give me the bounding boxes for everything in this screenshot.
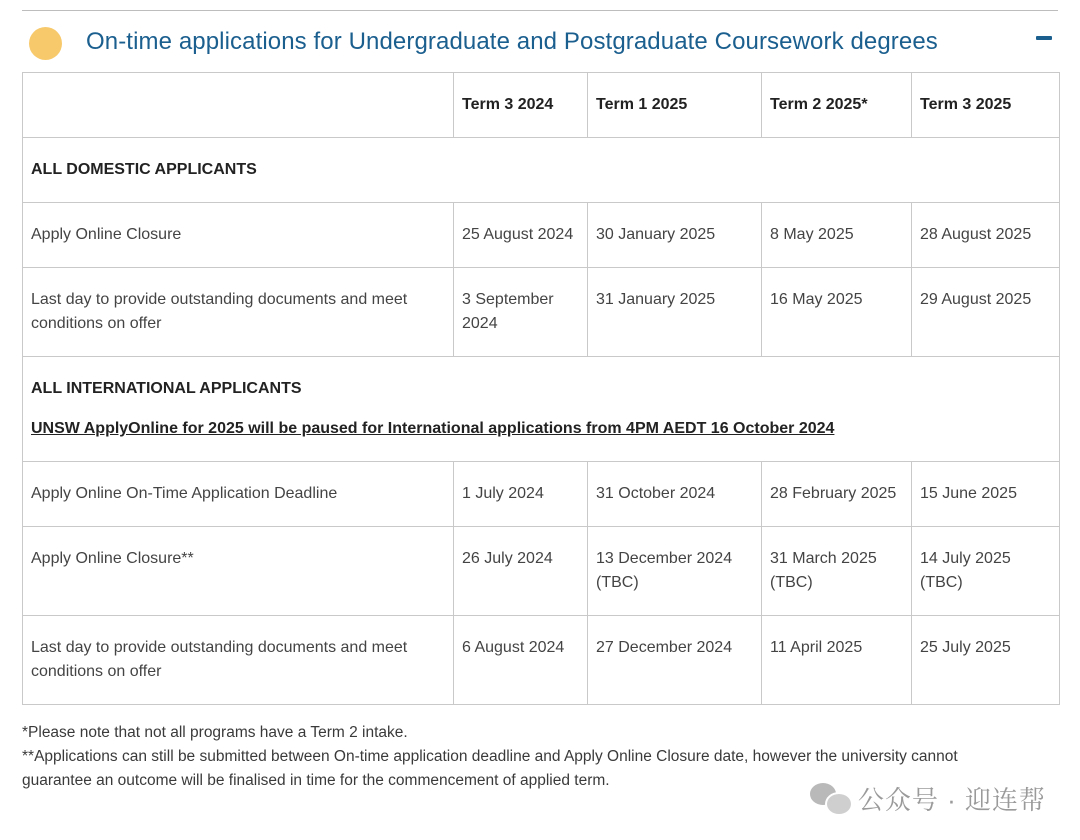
row-label: Apply Online On-Time Application Deadline — [23, 462, 454, 527]
international-heading: ALL INTERNATIONAL APPLICANTS — [31, 380, 302, 397]
table-cell: 27 December 2024 — [588, 616, 762, 705]
table-cell: 28 August 2025 — [912, 203, 1060, 268]
watermark-text: 公众号 · 迎连帮 — [857, 784, 1046, 815]
footnote-term2: *Please note that not all programs have a Term 2 intake. — [22, 724, 408, 741]
table-cell: 11 April 2025 — [762, 616, 912, 705]
table-cell: 29 August 2025 — [912, 268, 1060, 357]
minus-icon[interactable] — [1036, 36, 1052, 40]
international-heading-cell — [23, 357, 1060, 462]
table-cell: 15 June 2025 — [912, 462, 1060, 527]
watermark — [810, 781, 1046, 815]
table-cell: 8 May 2025 — [762, 203, 912, 268]
group-heading-row — [23, 357, 1060, 462]
table-cell: 3 September 2024 — [454, 268, 588, 357]
table-cell: 1 July 2024 — [454, 462, 588, 527]
table-row — [23, 268, 1060, 357]
column-header: Term 1 2025 — [588, 73, 762, 138]
table-row — [23, 462, 1060, 527]
table-cell: 25 July 2025 — [912, 616, 1060, 705]
row-label: Apply Online Closure** — [23, 527, 454, 616]
table-cell: 14 July 2025 (TBC) — [912, 527, 1060, 616]
section-divider — [22, 10, 1058, 11]
applyonline-pause-notice[interactable]: UNSW ApplyOnline for 2025 will be paused for International applications from 4PM AEDT 16 October 2024 — [31, 420, 835, 437]
table-row — [23, 616, 1060, 705]
column-header: Term 3 2025 — [912, 73, 1060, 138]
footnote-closure: **Applications can still be submitted between On-time application deadline and Apply Online Closure date, however the university cannot guarantee an outcome will be finalised in time for the commencement of applied term. — [22, 748, 958, 789]
table-cell: 31 October 2024 — [588, 462, 762, 527]
table-row — [23, 203, 1060, 268]
column-header: Term 3 2024 — [454, 73, 588, 138]
row-label: Apply Online Closure — [23, 203, 454, 268]
accordion-title: On-time applications for Undergraduate and Postgraduate Coursework degrees — [86, 28, 938, 55]
table-cell: 31 March 2025 (TBC) — [762, 527, 912, 616]
table-header-row — [23, 73, 1060, 138]
domestic-heading: ALL DOMESTIC APPLICANTS — [23, 138, 1060, 203]
table-cell: 25 August 2024 — [454, 203, 588, 268]
wechat-icon — [810, 783, 850, 813]
table-cell: 28 February 2025 — [762, 462, 912, 527]
table-cell: 13 December 2024 (TBC) — [588, 527, 762, 616]
table-row — [23, 527, 1060, 616]
row-label: Last day to provide outstanding documents and meet conditions on offer — [23, 268, 454, 357]
row-label: Last day to provide outstanding documents and meet conditions on offer — [23, 616, 454, 705]
table-cell: 26 July 2024 — [454, 527, 588, 616]
table-cell: 31 January 2025 — [588, 268, 762, 357]
table-cell: 16 May 2025 — [762, 268, 912, 357]
group-heading-row — [23, 138, 1060, 203]
accordion-dot-icon — [29, 27, 62, 60]
column-header — [23, 73, 454, 138]
accordion-header[interactable] — [22, 18, 1058, 68]
deadlines-table — [22, 72, 1060, 705]
table-cell: 6 August 2024 — [454, 616, 588, 705]
column-header: Term 2 2025* — [762, 73, 912, 138]
table-cell: 30 January 2025 — [588, 203, 762, 268]
